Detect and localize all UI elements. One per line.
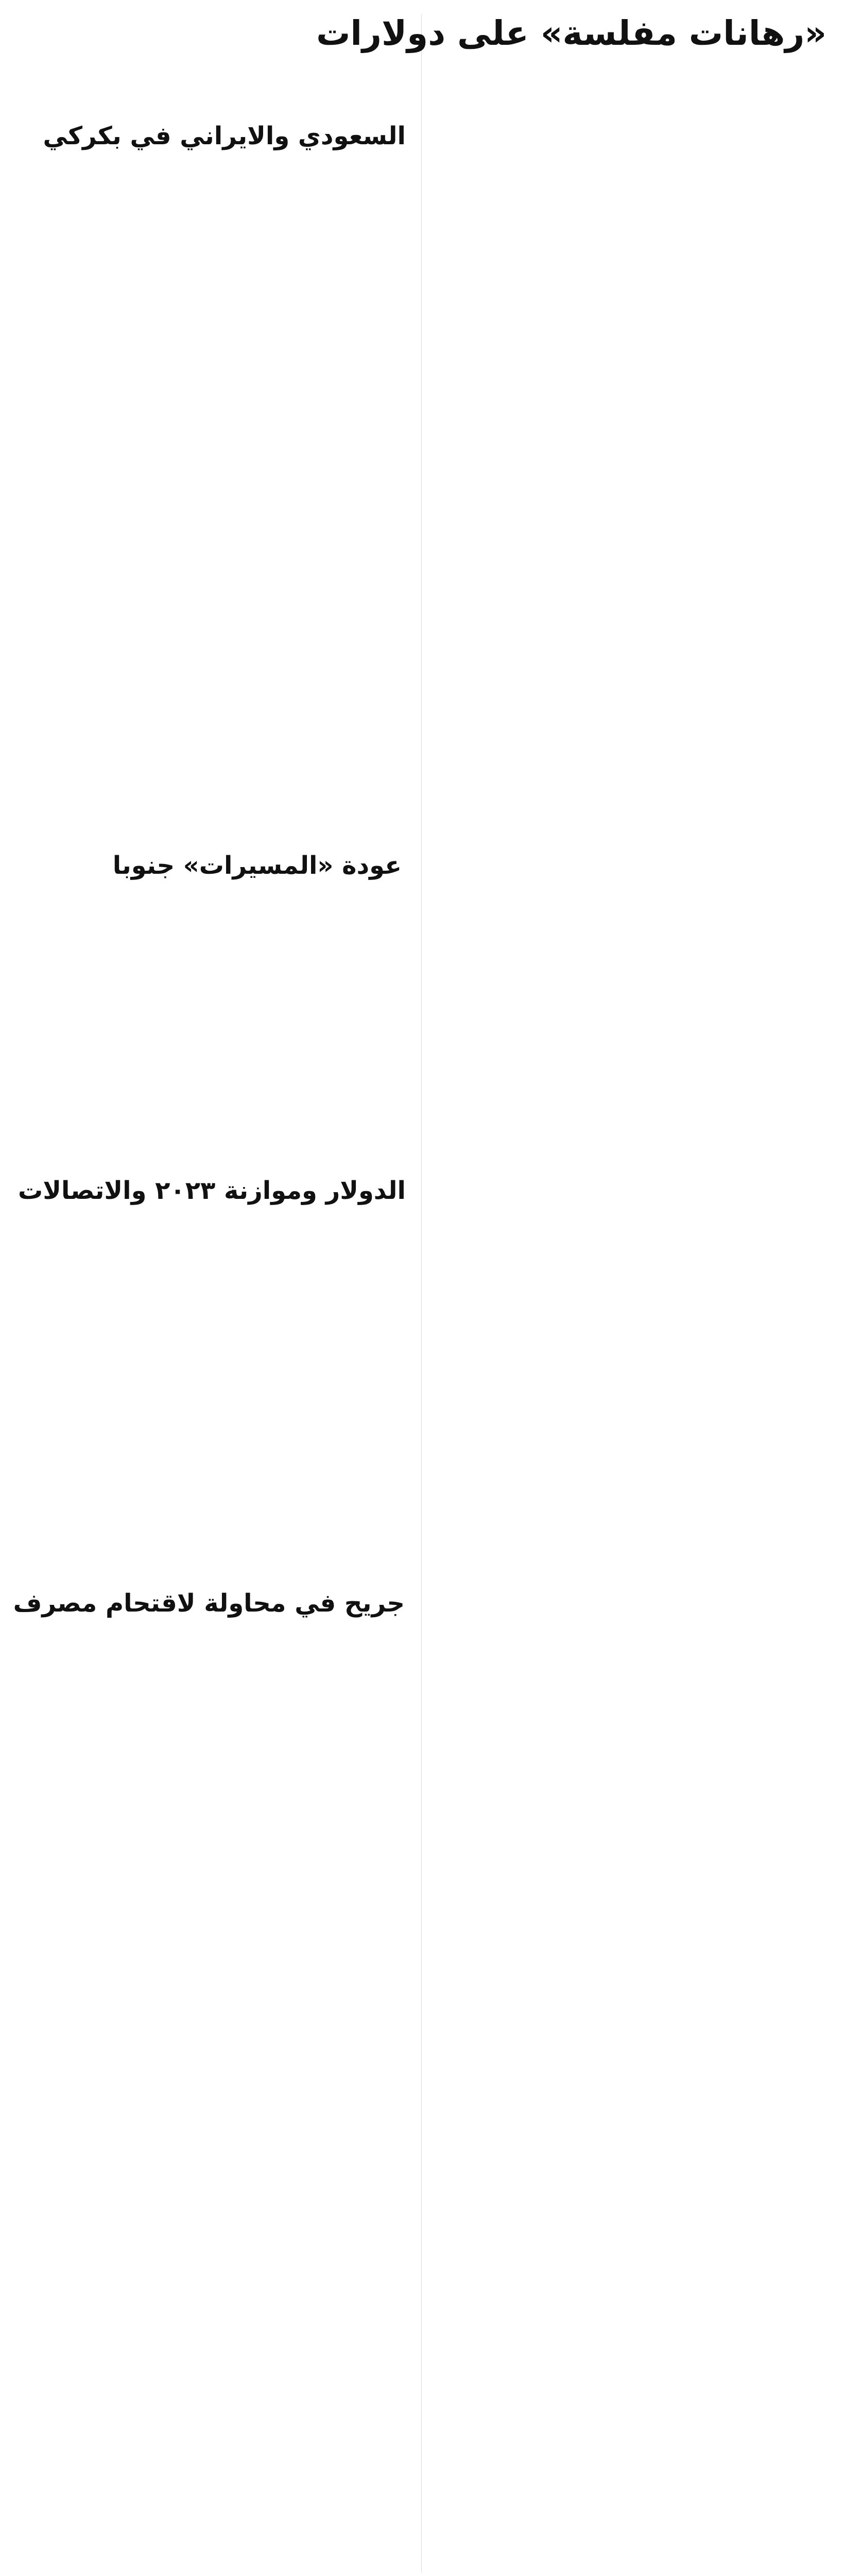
right-article-column xyxy=(316,0,836,2576)
section-heading-bank-incident: جريح في محاولة لاقتحام مصرف xyxy=(13,1589,405,1618)
article-headline: «رهانات مفلسة» على دولارات xyxy=(316,13,826,53)
left-column-body xyxy=(11,9,413,2575)
section-heading-dollar-budget-communications: الدولار وموازنة ٢٠٢٣ والاتصالات xyxy=(18,1176,406,1205)
column-divider xyxy=(421,14,422,2572)
right-column-body xyxy=(432,62,836,2576)
section-heading-drones-south: عودة «المسيرات» جنوبا xyxy=(112,851,402,880)
section-heading-saudi-iranian-bkerke: السعودي والايراني في بكركي xyxy=(43,122,406,150)
left-article-column xyxy=(11,0,413,2576)
